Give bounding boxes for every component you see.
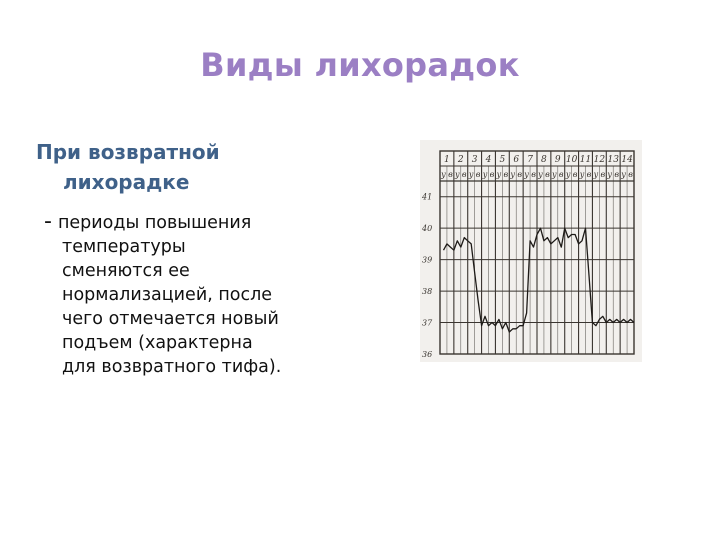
period-label: у [538,170,543,179]
temperature-tick-label: 41 [422,192,433,202]
period-label: у [496,170,502,179]
day-label: 5 [499,155,506,165]
period-label: у [468,170,474,179]
description-line-7: для возвратного тифа). [62,357,282,377]
temperature-chart [420,140,642,362]
temperature-curve [444,228,635,332]
period-label: в [448,170,453,179]
temperature-tick-label: 36 [422,350,433,359]
period-label: у [455,170,460,179]
section-heading [36,137,376,197]
period-label: в [572,170,578,179]
description-line-3: сменяются ее [62,261,190,281]
day-label: 7 [527,155,533,165]
description-line-6: подъем (характерна [62,333,253,353]
period-label: в [503,170,509,179]
period-label: в [586,170,592,179]
day-label: 11 [579,155,592,165]
heading-line-2: лихорадке [63,170,190,194]
period-label: в [531,170,536,179]
day-label: 4 [485,155,492,165]
day-label: 13 [607,155,619,165]
description-line-1: - периоды повышения [44,209,252,234]
day-label: 14 [621,155,633,165]
description-line-2: температуры [62,237,186,257]
temperature-tick-label: 38 [422,287,433,297]
day-label: 12 [593,155,606,165]
period-label: в [600,170,606,179]
period-label: в [489,170,495,179]
period-label: в [558,170,564,179]
period-label: в [545,170,550,179]
day-label: 8 [541,155,547,165]
day-label: 9 [554,155,561,165]
day-label: 6 [513,155,520,165]
day-label: 2 [457,155,464,165]
period-label: у [510,170,516,179]
period-label: у [579,170,585,179]
period-label: у [441,170,446,179]
period-label: в [461,170,467,179]
description-text [44,210,384,379]
period-label: у [524,170,529,179]
period-label: в [614,170,620,179]
period-label: в [517,170,523,179]
slide-title: Виды лихорадок [200,46,520,84]
description-line-4: нормализацией, после [62,285,273,305]
temperature-chart-panel [420,140,642,362]
heading-line-1: При возвратной [36,140,220,164]
period-label: в [475,170,481,179]
period-label: у [607,170,613,179]
dash-marker: - [44,209,52,234]
period-label: у [621,170,626,179]
period-label: у [482,170,488,179]
period-label: у [552,170,557,179]
period-label: у [565,170,571,179]
period-label: у [593,170,599,179]
day-label: 3 [471,155,478,165]
temperature-tick-label: 40 [422,224,433,234]
description-line-5: чего отмечается новый [62,309,279,329]
day-label: 10 [565,155,578,165]
temperature-tick-label: 37 [422,318,433,328]
day-label: 1 [444,155,450,165]
period-label: в [628,170,633,179]
temperature-tick-label: 39 [422,255,433,265]
